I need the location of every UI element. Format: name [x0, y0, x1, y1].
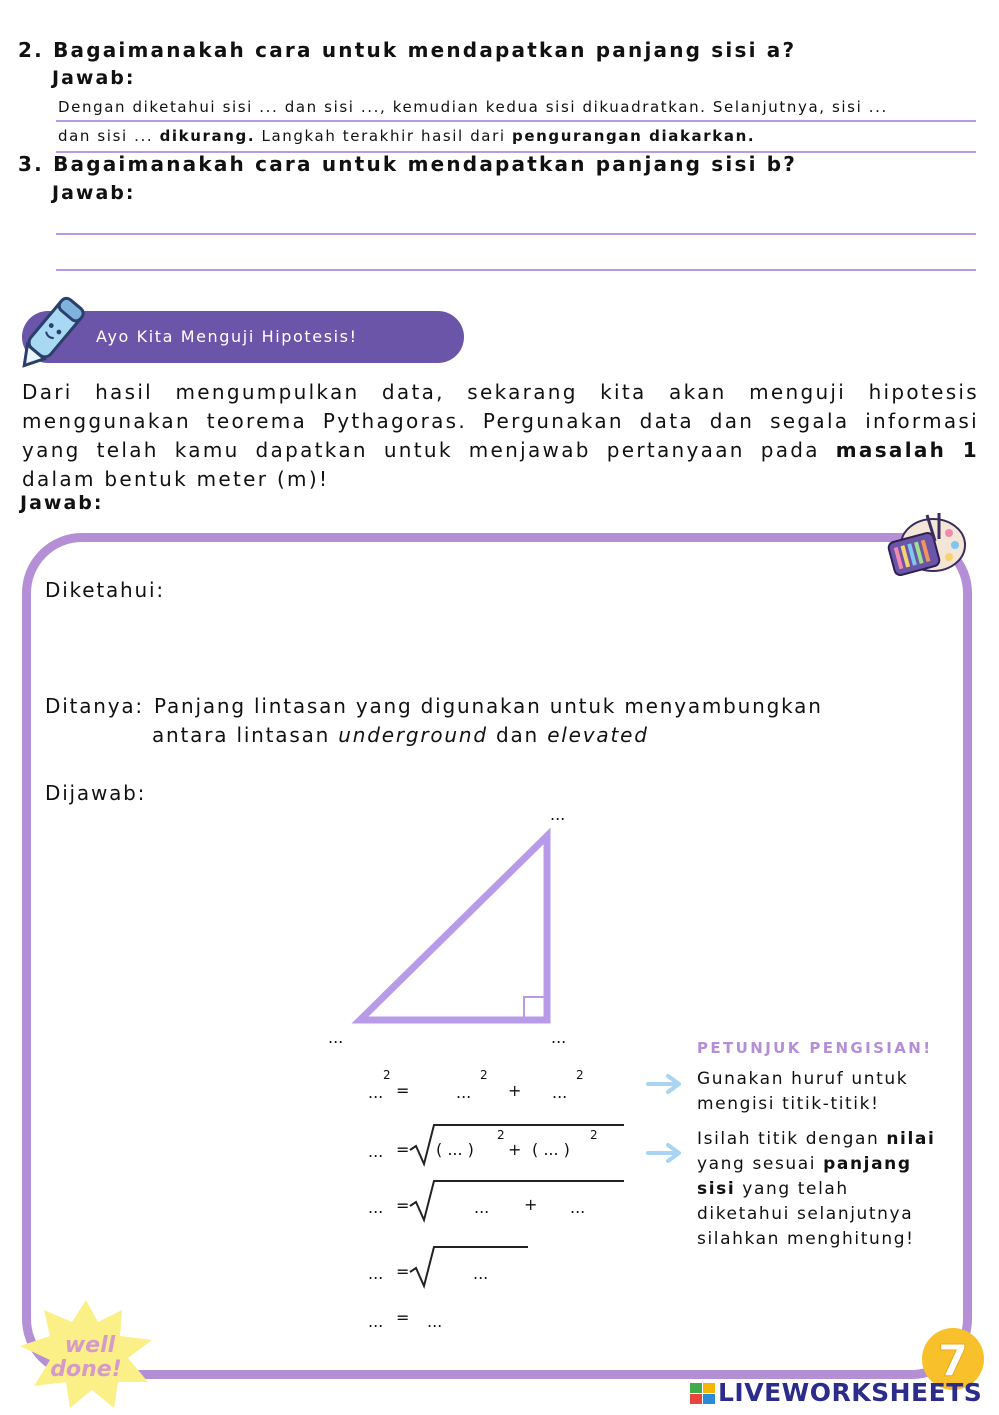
hint-1: Gunakan huruf untuk mengisi titik-titik! — [697, 1069, 909, 1114]
section-banner — [22, 311, 464, 363]
ditanya-label: Ditanya: — [45, 694, 144, 718]
blank[interactable]: ... — [570, 1198, 586, 1217]
question-2: 2. Bagaimanakah cara untuk mendapatkan panjang sisi a? — [18, 38, 797, 62]
badge-text-1: well — [64, 1333, 116, 1358]
exponent: 2 — [497, 1128, 505, 1142]
diketahui-label: Diketahui: — [45, 578, 165, 602]
question-3-answer-label: Jawab: — [52, 182, 136, 204]
question-3: 3. Bagaimanakah cara untuk mendapatkan panjang sisi b? — [18, 152, 798, 176]
blank[interactable]: ... — [552, 1083, 568, 1102]
equals-sign: = — [396, 1262, 410, 1281]
plus-sign: + — [524, 1195, 538, 1214]
equals-sign: = — [396, 1081, 410, 1100]
answer-3-line-1[interactable] — [56, 233, 976, 235]
watermark-text: LIVEWORKSHEETS — [718, 1378, 983, 1407]
blank[interactable]: ... — [368, 1083, 384, 1102]
blank[interactable]: ... — [368, 1142, 384, 1161]
palette-icon — [887, 511, 971, 583]
well-done-badge — [14, 1298, 159, 1410]
triangle-label-right[interactable]: ... — [551, 1028, 567, 1047]
badge-text-2: done! — [50, 1357, 122, 1382]
blank[interactable]: ... — [427, 1312, 443, 1331]
answer-3-line-2[interactable] — [56, 269, 976, 271]
plus-sign: + — [508, 1081, 522, 1100]
sqrt-icon — [408, 1178, 628, 1224]
answer-2-line-2[interactable]: dan sisi ... dikurang. Langkah terakhir hasil dari pengurangan diakarkan. — [58, 127, 756, 145]
answer-line — [56, 120, 976, 122]
intro-answer-label: Jawab: — [20, 492, 104, 514]
liveworksheets-icon — [690, 1383, 716, 1405]
blank[interactable]: ( ... ) — [532, 1140, 570, 1159]
blank[interactable]: ... — [368, 1312, 384, 1331]
pen-icon — [16, 288, 88, 380]
banner-title: Ayo Kita Menguji Hipotesis! — [96, 327, 358, 346]
exponent: 2 — [576, 1068, 584, 1082]
hint-title: PETUNJUK PENGISIAN! — [697, 1039, 933, 1057]
exponent: 2 — [590, 1128, 598, 1142]
liveworksheets-logo[interactable] — [690, 1378, 990, 1408]
equals-sign: = — [396, 1308, 410, 1327]
equals-sign: = — [396, 1140, 410, 1159]
triangle-label-top[interactable]: ... — [550, 805, 566, 824]
triangle-label-left[interactable]: ... — [328, 1028, 344, 1047]
arrow-right-icon — [646, 1073, 684, 1095]
right-triangle — [340, 820, 570, 1040]
formula-row-1 — [368, 1083, 383, 1102]
blank[interactable]: ... — [474, 1198, 490, 1217]
answer-2-line-1[interactable]: Dengan diketahui sisi ... dan sisi ..., kemudian kedua sisi dikuadratkan. Selanjutnya, sisi ... — [58, 98, 888, 116]
dijawab-label: Dijawab: — [45, 781, 147, 805]
blank[interactable]: ( ... ) — [436, 1140, 474, 1159]
plus-sign: + — [508, 1140, 522, 1159]
exponent: 2 — [383, 1068, 391, 1082]
page-number: 7 — [937, 1336, 969, 1387]
ditanya-text-1: Panjang lintasan yang digunakan untuk menyambungkan — [154, 694, 823, 718]
equals-sign: = — [396, 1196, 410, 1215]
intro-paragraph: Dari hasil mengumpulkan data, sekarang kita akan menguji hipotesis menggunakan teorema Pythagoras. Pergunakan data dan segala informasi yang telah kamu dapatkan untuk menjawab pertanyaan pada masalah 1 dalam bentuk meter (m)! — [22, 380, 980, 491]
blank[interactable]: ... — [473, 1264, 489, 1283]
blank[interactable]: ... — [368, 1264, 384, 1283]
blank[interactable]: ... — [456, 1083, 472, 1102]
blank[interactable]: ... — [368, 1198, 384, 1217]
arrow-right-icon — [646, 1142, 684, 1164]
sqrt-icon — [408, 1244, 532, 1290]
hint-2: Isilah titik dengan nilai yang sesuai panjang sisi yang telah diketahui selanjutnya silahkan menghitung! — [697, 1129, 936, 1249]
question-2-answer-label: Jawab: — [52, 67, 136, 89]
exponent: 2 — [480, 1068, 488, 1082]
ditanya-text-2: antara lintasan underground dan elevated — [152, 723, 649, 747]
